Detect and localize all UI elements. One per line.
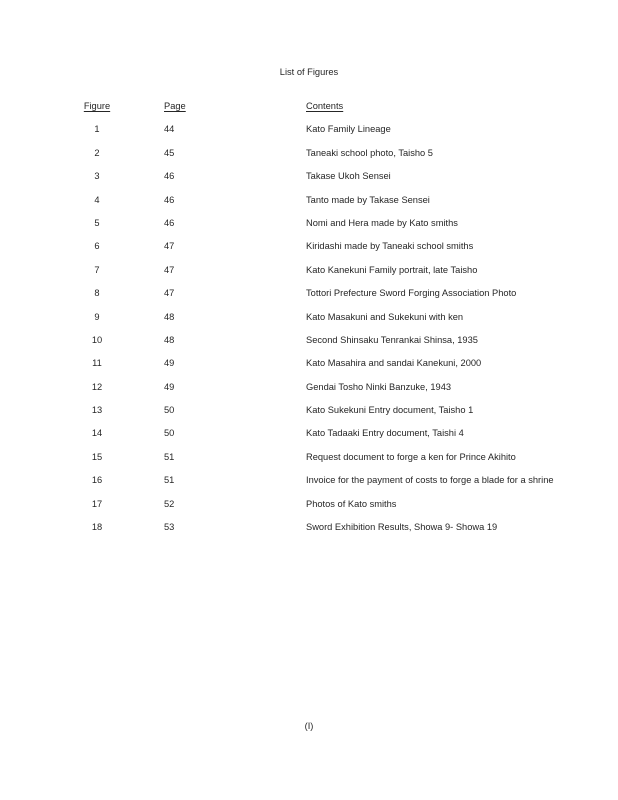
table-row [0, 165, 618, 188]
margin-spacer [0, 422, 80, 445]
figure-number-cell: 13 [91, 405, 103, 416]
figure-number-cell: 14 [91, 428, 103, 439]
contents-cell: Nomi and Hera made by Kato smiths [306, 217, 458, 228]
figure-number-cell: 9 [94, 311, 100, 322]
column-spacer [114, 516, 164, 539]
table-row [0, 352, 618, 375]
margin-spacer [0, 376, 80, 399]
table-row [0, 235, 618, 258]
contents-cell: Takase Ukoh Sensei [306, 171, 391, 182]
contents-cell: Taneaki school photo, Taisho 5 [306, 147, 433, 158]
page-number-cell: 50 [164, 428, 175, 439]
page-title: List of Figures [279, 67, 339, 77]
contents-cell: Tanto made by Takase Sensei [306, 194, 430, 205]
page-number-cell: 48 [164, 334, 175, 345]
table-row [0, 446, 618, 469]
margin-spacer [0, 259, 80, 282]
contents-cell: Kato Family Lineage [306, 124, 391, 135]
table-row [0, 376, 618, 399]
table-row [0, 142, 618, 165]
column-spacer [114, 446, 164, 469]
column-spacer [114, 189, 164, 212]
column-spacer [114, 306, 164, 329]
figures-table [0, 95, 618, 539]
contents-cell: Gendai Tosho Ninki Banzuke, 1943 [306, 381, 452, 392]
figure-number-cell: 4 [94, 194, 100, 205]
column-spacer [114, 235, 164, 258]
table-body [0, 118, 618, 539]
margin-spacer [0, 165, 80, 188]
table-header-row [0, 95, 618, 118]
page-number-cell: 52 [164, 498, 175, 509]
contents-cell: Invoice for the payment of costs to forge a blade for a shrine [306, 475, 554, 486]
table-row [0, 282, 618, 305]
table-row [0, 259, 618, 282]
contents-cell: Kato Tadaaki Entry document, Taishi 4 [306, 428, 464, 439]
page-number-cell: 49 [164, 381, 175, 392]
column-spacer [114, 376, 164, 399]
page-number-cell: 46 [164, 194, 175, 205]
figure-number-cell: 12 [91, 381, 103, 392]
margin-spacer [0, 189, 80, 212]
table-row [0, 422, 618, 445]
page-number-cell: 51 [164, 451, 175, 462]
contents-cell: Kato Sukekuni Entry document, Taisho 1 [306, 405, 474, 416]
margin-spacer [0, 118, 80, 141]
column-spacer [114, 329, 164, 352]
margin-spacer [0, 306, 80, 329]
page-number-cell: 46 [164, 217, 175, 228]
figure-number-cell: 17 [91, 498, 103, 509]
figure-number-cell: 5 [94, 217, 100, 228]
page-number-cell: 47 [164, 264, 175, 275]
column-spacer [114, 469, 164, 492]
page-number: (I) [304, 721, 314, 731]
column-spacer [114, 259, 164, 282]
contents-cell: Kato Masahira and sandai Kanekuni, 2000 [306, 358, 482, 369]
page-number-cell: 45 [164, 147, 175, 158]
page-number-cell: 50 [164, 405, 175, 416]
contents-cell: Tottori Prefecture Sword Forging Association Photo [306, 288, 517, 299]
margin-spacer [0, 329, 80, 352]
table-row [0, 329, 618, 352]
contents-cell: Photos of Kato smiths [306, 498, 397, 509]
margin-spacer [0, 282, 80, 305]
column-spacer [114, 352, 164, 375]
page-number-cell: 47 [164, 241, 175, 252]
margin-spacer [0, 212, 80, 235]
margin-spacer [0, 516, 80, 539]
contents-cell: Kato Kanekuni Family portrait, late Taisho [306, 264, 478, 275]
figure-number-cell: 1 [94, 124, 100, 135]
contents-cell: Kiridashi made by Taneaki school smiths [306, 241, 474, 252]
figure-number-cell: 2 [94, 147, 100, 158]
margin-spacer [0, 95, 80, 118]
table-row [0, 189, 618, 212]
figure-number-cell: 8 [94, 288, 100, 299]
table-row [0, 306, 618, 329]
margin-spacer [0, 469, 80, 492]
table-row [0, 212, 618, 235]
figure-number-cell: 10 [91, 334, 103, 345]
margin-spacer [0, 399, 80, 422]
contents-cell: Kato Masakuni and Sukekuni with ken [306, 311, 464, 322]
column-spacer [114, 95, 164, 118]
column-spacer [114, 282, 164, 305]
column-header-figure: Figure [83, 101, 111, 111]
column-spacer [114, 422, 164, 445]
contents-cell: Request document to forge a ken for Prince Akihito [306, 451, 516, 462]
page-number-cell: 51 [164, 475, 175, 486]
page-number-cell: 46 [164, 171, 175, 182]
page-number-cell: 44 [164, 124, 175, 135]
figure-number-cell: 7 [94, 264, 100, 275]
table-row [0, 469, 618, 492]
column-spacer [114, 493, 164, 516]
figure-number-cell: 16 [91, 475, 103, 486]
column-spacer [114, 399, 164, 422]
figure-number-cell: 15 [91, 451, 103, 462]
figure-number-cell: 6 [94, 241, 100, 252]
column-header-page: Page [164, 101, 186, 111]
table-row [0, 118, 618, 141]
table-row [0, 399, 618, 422]
page-number-cell: 49 [164, 358, 175, 369]
margin-spacer [0, 142, 80, 165]
contents-cell: Second Shinsaku Tenrankai Shinsa, 1935 [306, 334, 478, 345]
margin-spacer [0, 493, 80, 516]
table-row [0, 516, 618, 539]
page-number-cell: 48 [164, 311, 175, 322]
column-spacer [114, 118, 164, 141]
column-spacer [114, 212, 164, 235]
margin-spacer [0, 235, 80, 258]
margin-spacer [0, 446, 80, 469]
margin-spacer [0, 352, 80, 375]
column-spacer [114, 165, 164, 188]
column-spacer [114, 142, 164, 165]
figure-number-cell: 3 [94, 171, 100, 182]
page-number-cell: 53 [164, 522, 175, 533]
column-header-contents: Contents [306, 101, 344, 111]
table-row [0, 493, 618, 516]
contents-cell: Sword Exhibition Results, Showa 9- Showa 19 [306, 522, 498, 533]
page-number-cell: 47 [164, 288, 175, 299]
figure-number-cell: 11 [92, 358, 102, 369]
figure-number-cell: 18 [91, 522, 103, 533]
